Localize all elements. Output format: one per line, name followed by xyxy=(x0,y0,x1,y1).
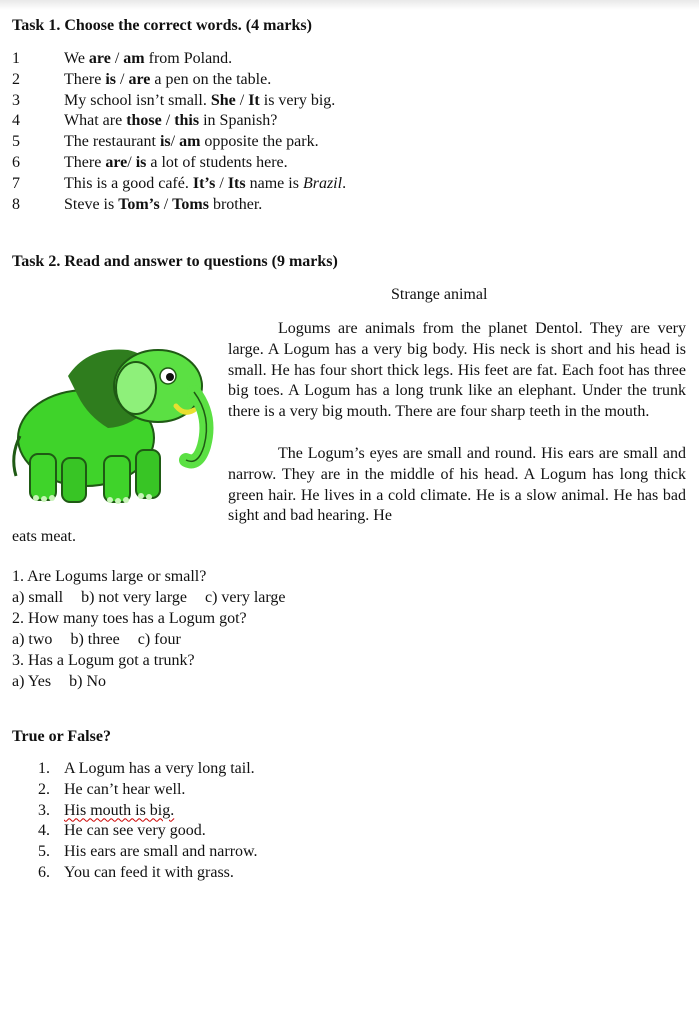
task1-item xyxy=(12,112,277,130)
statement-text: You can feed it with grass. xyxy=(64,864,234,881)
true-false-heading: True or False? xyxy=(12,728,111,745)
answer-choice: Tom’s xyxy=(118,195,160,213)
sentence-text: Steve is xyxy=(64,195,119,213)
sentence-text: / xyxy=(161,112,175,130)
task1-item xyxy=(12,175,346,193)
answer-choice: are xyxy=(88,50,111,67)
statement-text: A Logum has a very long tail. xyxy=(64,760,255,777)
statement-text: He can see very good. xyxy=(64,822,206,840)
statement-text: He can’t hear well. xyxy=(64,780,186,798)
answer-choice: am xyxy=(123,50,145,67)
task1-item-number: 8 xyxy=(12,195,20,213)
sentence-text: opposite the park. xyxy=(200,133,319,151)
answer-option: b) not very large xyxy=(81,589,187,606)
sentence-text: in Spanish? xyxy=(199,112,278,130)
sentence-text: / xyxy=(170,133,180,151)
sentence-text: / xyxy=(215,174,228,192)
sentence-text: a pen on the table. xyxy=(150,70,272,88)
sentence-text: / xyxy=(115,70,129,88)
sentence-text: / xyxy=(127,154,136,171)
task1-item xyxy=(12,196,262,214)
true-false-item xyxy=(38,760,255,778)
answer-choice: are xyxy=(128,70,151,88)
answer-option: c) very large xyxy=(204,589,286,606)
task1-item-number: 7 xyxy=(12,174,20,192)
answer-choice: am xyxy=(179,133,201,151)
sentence-text: My school isn’t small. xyxy=(64,91,211,109)
sentence-text: a lot of students here. xyxy=(146,154,288,171)
task1-item xyxy=(12,50,232,68)
answer-choice: It’s xyxy=(192,174,216,192)
true-false-item xyxy=(38,822,206,840)
answer-option: a) two xyxy=(12,631,53,648)
sentence-text: / xyxy=(235,91,249,109)
answer-option: a) Yes xyxy=(12,673,52,690)
sentence-text: / xyxy=(110,50,124,67)
task1-item-number: 3 xyxy=(12,91,20,109)
task1-item xyxy=(12,92,335,110)
sentence-text: name is xyxy=(245,174,303,192)
task2-heading: Task 2. Read and answer to questions (9 marks) xyxy=(12,253,338,270)
true-false-item xyxy=(38,781,185,799)
sentence-text: Brazil xyxy=(302,174,343,192)
answer-choice: She xyxy=(210,91,236,109)
sentence-text: What are xyxy=(64,112,127,130)
task1-heading: Task 1. Choose the correct words. (4 marks) xyxy=(12,17,312,34)
answer-choice: this xyxy=(174,112,200,130)
answer-option: b) No xyxy=(69,673,107,690)
question-text: 1. Are Logums large or small? xyxy=(12,568,207,585)
item-number: 2. xyxy=(38,780,50,798)
sentence-text: This is a good café. xyxy=(64,174,193,192)
item-number: 4. xyxy=(38,822,50,840)
answer-choice: Toms xyxy=(172,195,209,213)
sentence-text: . xyxy=(342,174,347,192)
statement-text: His ears are small and narrow. xyxy=(64,843,258,861)
item-number: 6. xyxy=(38,864,50,881)
story-title: Strange animal xyxy=(391,286,488,303)
sentence-text: The restaurant xyxy=(64,133,160,151)
question-options xyxy=(12,589,304,607)
story-paragraph-2: The Logum’s eyes are small and round. His ears are small and narrow. They are in the middle of his head. A Logum has long thick green hair. He lives in a cold climate. He is a slow animal. He has bad sight and bad hearing. He xyxy=(228,445,686,525)
question-text: 3. Has a Logum got a trunk? xyxy=(12,652,195,669)
task1-item-number: 1 xyxy=(12,50,20,67)
sentence-text: There xyxy=(64,70,106,88)
sentence-text: There xyxy=(64,154,106,171)
logum-elephant-illustration xyxy=(8,336,216,514)
answer-choice: is xyxy=(159,133,171,151)
true-false-item xyxy=(38,864,234,882)
task1-item xyxy=(12,154,288,172)
answer-choice: those xyxy=(126,112,162,130)
sentence-text: is very big. xyxy=(259,91,336,109)
task1-item xyxy=(12,133,319,151)
answer-choice: It xyxy=(248,91,260,109)
item-number: 5. xyxy=(38,843,50,861)
task1-item-number: 4 xyxy=(12,112,20,130)
answer-choice: are xyxy=(105,154,128,171)
true-false-item xyxy=(38,802,174,820)
question-options xyxy=(12,631,199,649)
story-paragraph-tail: eats meat. xyxy=(12,528,76,545)
task1-item-number: 2 xyxy=(12,70,20,88)
sentence-text: We xyxy=(64,50,89,67)
task1-item-number: 6 xyxy=(12,154,20,171)
sentence-text: / xyxy=(159,195,173,213)
question-options xyxy=(12,673,124,691)
item-number: 3. xyxy=(38,801,50,819)
answer-option: b) three xyxy=(70,631,120,648)
answer-choice: is xyxy=(105,70,116,88)
task1-item xyxy=(12,71,271,89)
task1-item-number: 5 xyxy=(12,133,20,151)
answer-choice: Its xyxy=(227,174,246,192)
sentence-text: from Poland. xyxy=(144,50,233,67)
true-false-item xyxy=(38,843,258,861)
answer-option: a) small xyxy=(12,589,64,606)
answer-choice: is xyxy=(135,154,147,171)
sentence-text: brother. xyxy=(208,195,263,213)
answer-option: c) four xyxy=(137,631,181,648)
question-text: 2. How many toes has a Logum got? xyxy=(12,610,247,627)
item-number: 1. xyxy=(38,760,50,777)
story-paragraph-1: Logums are animals from the planet Dentol. They are very large. A Logum has a very big body. His neck is short and his head is small. He has four short thick legs. His feet are fat. Each foot has three big toes. A Logum has a long trunk like an elephant. Under the trunk there is a very big mouth. There are four sharp teeth in the mouth. xyxy=(228,320,686,421)
statement-text: His mouth is big. xyxy=(64,801,175,819)
top-edge-shadow xyxy=(0,0,699,10)
